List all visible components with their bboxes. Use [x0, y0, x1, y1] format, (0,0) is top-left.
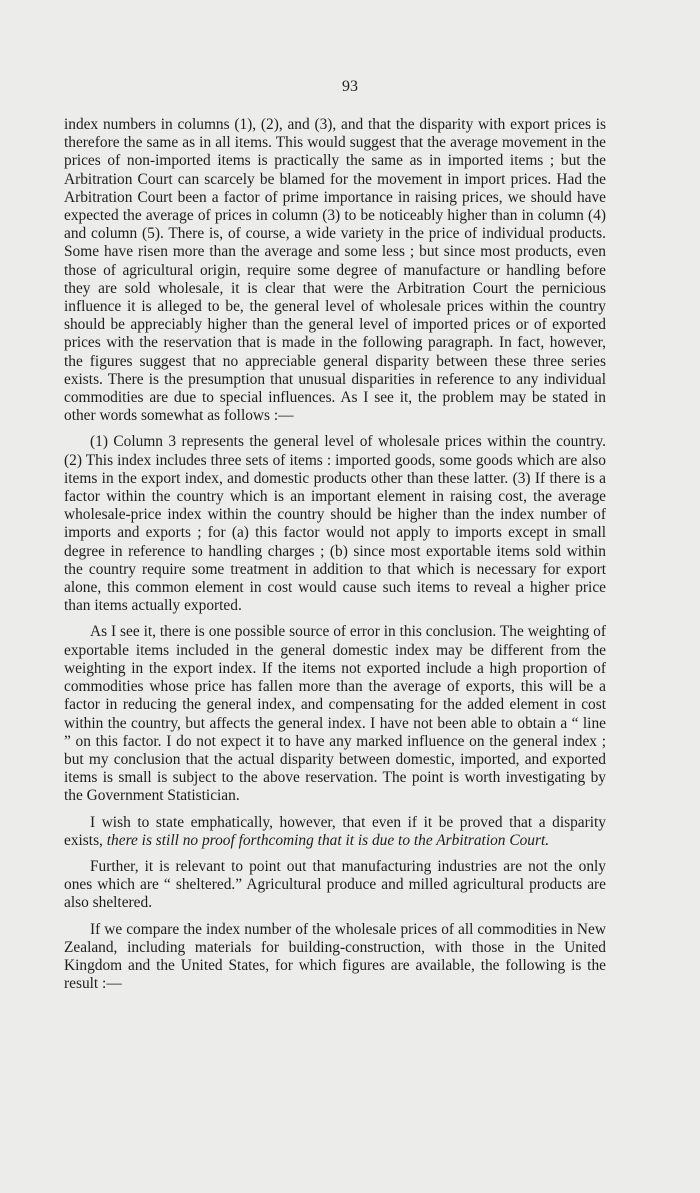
paragraph-4-text: I wish to state emphatically, however, that even if it be proved that a disparity exists,: [64, 813, 606, 849]
paragraph-6: If we compare the index number of the wholesale prices of all commodities in New Zealand, including materials for building-construction, with those in the United Kingdom and the United States, for which figures are available, the following is the result :—: [64, 920, 606, 993]
paragraph-4: [64, 814, 606, 850]
body-text: [64, 116, 606, 1001]
page-number: 93: [342, 78, 358, 95]
paragraph-3: As I see it, there is one possible source of error in this conclusion. The weighting of exportable items included in the general domestic index may be different from the weighting in the export index. If the items not exported include a high proportion of commodities whose price has fallen more than the average of exports, this will be a factor in reducing the general index, and compensating for the added element in cost within the country, but affects the general index. I have not been able to obtain a “ line ” on this factor. I do not expect it to have any marked influence on the general index ; but my conclusion that the actual disparity between domestic, imported, and exported items is small is subject to the above reservation. The point is worth investigating by the Government Statistician.: [64, 623, 606, 805]
paragraph-5: Further, it is relevant to point out that manufacturing industries are not the only ones which are “ sheltered.” Agricultural produce and milled agricultural products are also sheltered.: [64, 857, 606, 912]
paragraph-1: index numbers in columns (1), (2), and (3), and that the disparity with export prices is therefore the same as in all items. This would suggest that the average movement in the prices of non-imported items is practically the same as in imported items ; but the Arbitration Court can scarcely be blamed for the movement in import prices. Had the Arbitration Court been a factor of prime importance in raising prices, we should have expected the average of prices in column (3) to be noticeably higher than in column (4) and column (5). There is, of course, a wide variety in the price of individual products. Some have risen more than the average and some less ; but since most products, even those of agricultural origin, require some degree of manufacture or handling before they are sold wholesale, it is clear that were the Arbitration Court the pernicious influence it is alleged to be, the general level of wholesale prices within the country should be appreciably higher than the general level of imported prices or of exported prices with the reservation that is made in the following paragraph. In fact, however, the figures suggest that no appreciable general disparity between these three series exists. There is the presumption that unusual disparities in reference to any individual commodities are due to special influences. As I see it, the problem may be stated in other words somewhat as follows :—: [64, 116, 606, 425]
paragraph-2: (1) Column 3 represents the general level of wholesale prices within the country. (2) This index includes three sets of items : imported goods, some goods which are also items in the export index, and domestic products other than these latter. (3) If there is a factor within the country which is an important element in raising cost, the average wholesale-price index within the country should be higher than the index number of imports and exports ; for (a) this factor would not apply to imports except in small degree in reference to handling charges ; (b) since most exportable items sold within the country require some treatment in addition to that which is necessary for export alone, this common element in cost would cause such items to reveal a higher price than items actually exported.: [64, 433, 606, 615]
paragraph-4-emphasis: there is still no proof forthcoming that it is due to the Arbitration Court.: [106, 831, 550, 849]
